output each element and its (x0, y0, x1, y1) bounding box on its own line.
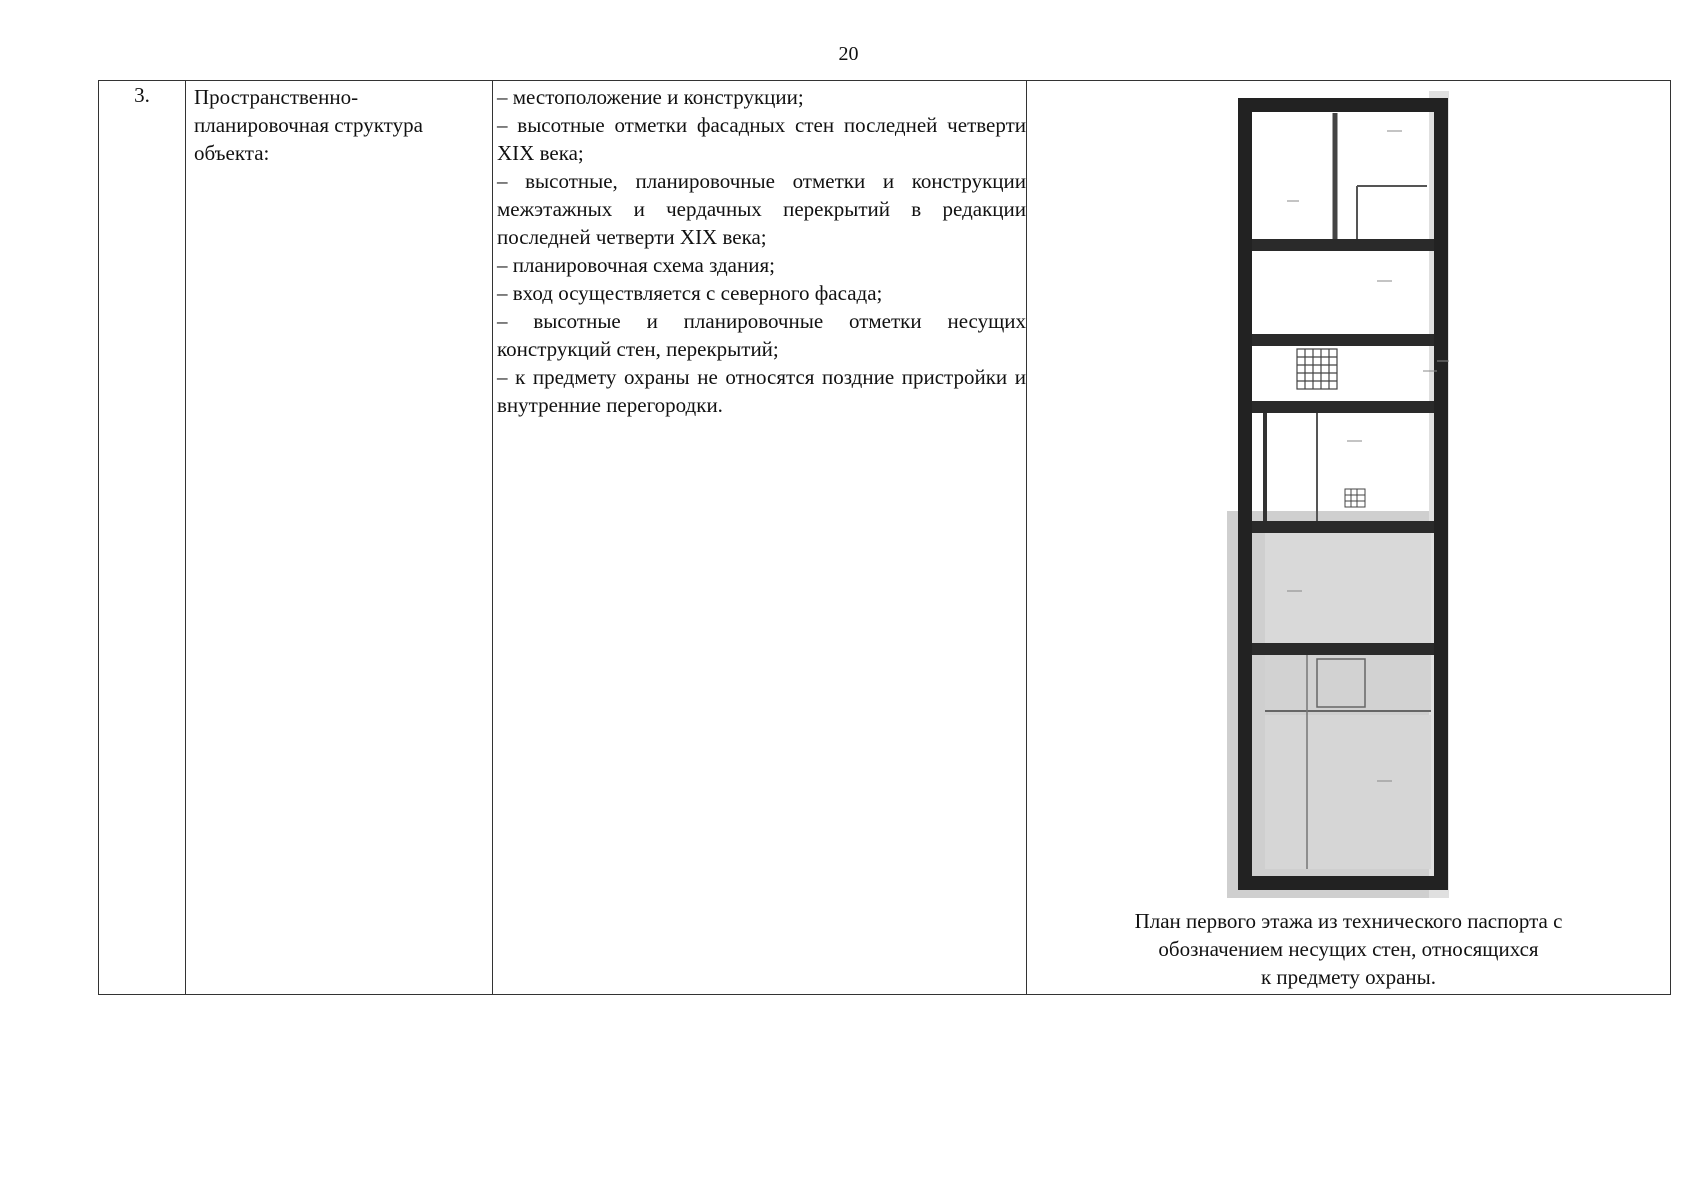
cross-wall (1252, 334, 1434, 346)
row-number-cell (99, 81, 186, 995)
protection-items-list (493, 81, 1026, 419)
list-item: – высотные и планировочные отметки несущих конструкций стен, перекрытий; (497, 309, 1026, 361)
floor-plan-cell (1027, 81, 1671, 995)
table-row (99, 81, 1671, 995)
list-item: – высотные отметки фасадных стен последней четверти XIX века; (497, 113, 1026, 165)
page-number: 20 (838, 43, 859, 65)
plan-caption-line: План первого этажа из технического паспорта с (1134, 909, 1563, 933)
protection-subject-table (98, 80, 1671, 995)
list-item: – к предмету охраны не относятся поздние пристройки и внутренние перегородки. (497, 365, 1026, 417)
list-item: – планировочная схема здания; (497, 253, 775, 277)
list-item: – местоположение и конструкции; (497, 85, 804, 109)
row-items-cell (493, 81, 1027, 995)
plan-caption-line: обозначением несущих стен, относящихся (1158, 937, 1539, 961)
floor-plan-image (1227, 91, 1449, 898)
row-name: Пространственно-планировочная структура объекта: (194, 85, 423, 165)
cross-wall (1252, 401, 1434, 413)
plan-caption (1027, 907, 1670, 991)
cross-wall (1252, 521, 1434, 533)
cross-wall (1252, 643, 1434, 655)
row-number: 3. (134, 83, 150, 107)
plan-caption-line: к предмету охраны. (1260, 965, 1437, 989)
row-name-cell (186, 81, 493, 995)
list-item: – высотные, планировочные отметки и конструкции межэтажных и чердачных перекрытий в редакции последней четверти XIX века; (497, 169, 1026, 249)
cross-wall (1252, 239, 1434, 251)
list-item: – вход осуществляется с северного фасада; (497, 281, 883, 305)
